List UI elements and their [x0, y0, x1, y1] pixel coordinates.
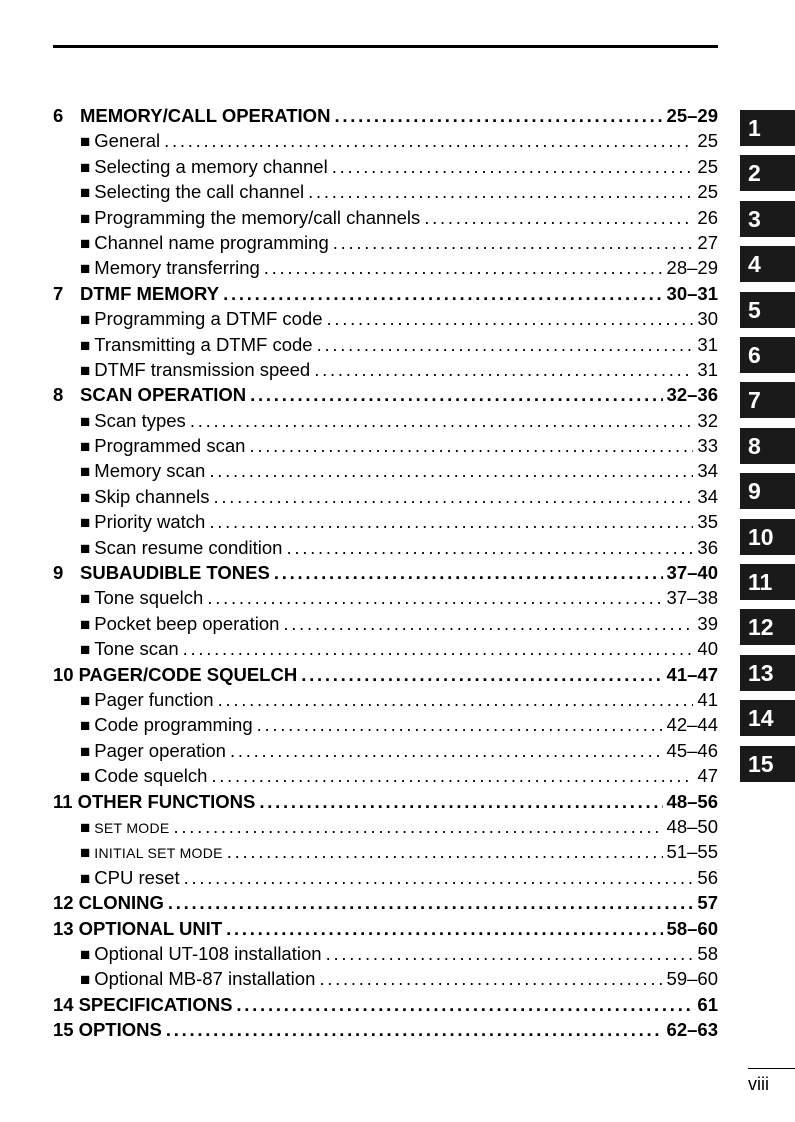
square-bullet-icon: ■ [80, 183, 91, 203]
dot-leader [166, 1017, 663, 1042]
square-bullet-icon: ■ [80, 437, 91, 457]
chapter-tab-1[interactable]: 1 [740, 110, 795, 146]
chapter-number: 11 [53, 790, 73, 812]
toc-entry-label: PAGER/CODE SQUELCH [78, 663, 298, 685]
toc-page-ref: 30–31 [666, 282, 718, 304]
toc-subsection-row[interactable] [53, 814, 718, 839]
toc-page-ref: 37–40 [666, 562, 718, 584]
toc-page-ref: 58 [697, 942, 718, 964]
toc-subsection-row[interactable] [53, 205, 718, 230]
square-bullet-icon: ■ [80, 335, 91, 355]
toc-page-ref: 35 [697, 511, 718, 533]
toc-page-ref: 62–63 [666, 1019, 718, 1041]
chapter-tab-7[interactable]: 7 [740, 382, 795, 418]
toc-entry-label: SPECIFICATIONS [78, 993, 233, 1015]
toc-subsection-row[interactable] [53, 484, 718, 509]
square-bullet-icon: ■ [80, 487, 91, 507]
toc-subsection-row[interactable] [53, 332, 718, 357]
chapter-tab-14[interactable]: 14 [740, 700, 795, 736]
toc-page-ref: 30 [697, 308, 718, 330]
dot-leader [209, 458, 693, 483]
toc-subsection-row[interactable] [53, 636, 718, 661]
chapter-tab-13[interactable]: 13 [740, 655, 795, 691]
toc-page-ref: 25 [697, 181, 718, 203]
dot-leader [174, 814, 663, 839]
toc-entry-label: SCAN OPERATION [80, 384, 247, 406]
square-bullet-icon: ■ [80, 843, 91, 863]
page-number: viii [748, 1074, 769, 1094]
chapter-tab-5[interactable]: 5 [740, 292, 795, 328]
dot-leader [286, 535, 693, 560]
toc-entry-label: OPTIONS [78, 1019, 162, 1041]
square-bullet-icon: ■ [80, 259, 91, 279]
toc-chapter-row[interactable] [53, 890, 718, 915]
toc-subsection-row[interactable] [53, 535, 718, 560]
dot-leader [211, 763, 693, 788]
toc-page-ref: 33 [697, 435, 718, 457]
dot-leader [236, 992, 693, 1017]
dot-leader [326, 941, 694, 966]
toc-entry-label: Programming a DTMF code [94, 308, 323, 330]
dot-leader [257, 712, 663, 737]
toc-entry-label: Memory scan [94, 460, 206, 482]
toc-page-ref: 57 [697, 892, 718, 914]
toc-entry-label: CPU reset [94, 866, 180, 888]
page-number-rule [748, 1068, 795, 1069]
toc-page-ref: 59–60 [666, 968, 718, 990]
toc-page-ref: 32 [697, 409, 718, 431]
toc-page-ref: 48–50 [666, 815, 718, 837]
toc-subsection-row[interactable] [53, 712, 718, 737]
chapter-tab-3[interactable]: 3 [740, 201, 795, 237]
dot-leader [223, 281, 662, 306]
toc-entry-label: Programming the memory/call channels [94, 206, 421, 228]
square-bullet-icon: ■ [80, 208, 91, 228]
toc-entry-label: Pager operation [94, 739, 226, 761]
square-bullet-icon: ■ [80, 817, 91, 837]
chapter-number: 13 [53, 917, 74, 939]
toc-entry-label: Code squelch [94, 765, 208, 787]
chapter-number: 15 [53, 1019, 74, 1041]
square-bullet-icon: ■ [80, 513, 91, 533]
toc-entry-label: Selecting the call channel [94, 181, 305, 203]
square-bullet-icon: ■ [80, 411, 91, 431]
toc-entry-label: Skip channels [94, 485, 210, 507]
toc-page-ref: 26 [697, 206, 718, 228]
dot-leader [333, 230, 694, 255]
toc-subsection-row[interactable] [53, 357, 718, 382]
chapter-number: 9 [53, 562, 64, 584]
dot-leader [319, 966, 662, 991]
chapter-tab-12[interactable]: 12 [740, 609, 795, 645]
chapter-number: 6 [53, 105, 64, 126]
dot-leader [327, 306, 694, 331]
toc-entry-label: OPTIONAL UNIT [78, 917, 223, 939]
toc-entry-label: Transmitting a DTMF code [94, 333, 313, 355]
toc-chapter-row[interactable] [53, 103, 718, 128]
toc-entry-label: General [94, 130, 161, 152]
toc-page-ref: 39 [697, 612, 718, 634]
dot-leader [334, 103, 662, 128]
toc-page-ref: 41–47 [666, 663, 718, 685]
dot-leader [190, 408, 694, 433]
toc-chapter-row[interactable] [53, 382, 718, 407]
chapter-tab-9[interactable]: 9 [740, 473, 795, 509]
toc-page-ref: 36 [697, 536, 718, 558]
toc-chapter-row[interactable] [53, 1017, 718, 1042]
square-bullet-icon: ■ [80, 868, 91, 888]
table-of-contents [53, 103, 718, 1042]
dot-leader [207, 585, 662, 610]
toc-subsection-row[interactable] [53, 154, 718, 179]
toc-entry-label: Scan resume condition [94, 536, 283, 558]
toc-subsection-row[interactable] [53, 585, 718, 610]
toc-page-ref: 28–29 [666, 257, 718, 279]
chapter-number: 7 [53, 282, 64, 304]
chapter-number: 8 [53, 384, 64, 406]
toc-subsection-row[interactable] [53, 941, 718, 966]
toc-page-ref: 25 [697, 130, 718, 152]
toc-entry-label: INITIAL SET MODE [94, 845, 223, 862]
toc-chapter-row[interactable] [53, 916, 718, 941]
chapter-tab-4[interactable]: 4 [740, 246, 795, 282]
toc-page-ref: 40 [697, 638, 718, 660]
toc-subsection-row[interactable] [53, 966, 718, 991]
square-bullet-icon: ■ [80, 157, 91, 177]
square-bullet-icon: ■ [80, 538, 91, 558]
toc-page-ref: 31 [697, 333, 718, 355]
toc-page-ref: 25 [697, 155, 718, 177]
toc-subsection-row[interactable] [53, 763, 718, 788]
square-bullet-icon: ■ [80, 944, 91, 964]
dot-leader [230, 738, 663, 763]
dot-leader [226, 916, 662, 941]
square-bullet-icon: ■ [80, 310, 91, 330]
dot-leader [213, 484, 693, 509]
toc-chapter-row[interactable] [53, 281, 718, 306]
toc-chapter-row[interactable] [53, 992, 718, 1017]
toc-subsection-row[interactable] [53, 458, 718, 483]
toc-page-ref: 25–29 [666, 105, 718, 126]
toc-page-ref: 27 [697, 231, 718, 253]
toc-entry-label: Optional MB-87 installation [94, 968, 316, 990]
toc-entry-label: Scan types [94, 409, 186, 431]
toc-entry-label: Priority watch [94, 511, 206, 533]
toc-subsection-row[interactable] [53, 179, 718, 204]
toc-page-ref: 34 [697, 460, 718, 482]
toc-page-ref: 42–44 [666, 714, 718, 736]
square-bullet-icon: ■ [80, 640, 91, 660]
toc-subsection-row[interactable] [53, 509, 718, 534]
dot-leader [209, 509, 693, 534]
dot-leader [168, 890, 694, 915]
square-bullet-icon: ■ [80, 690, 91, 710]
toc-chapter-row[interactable] [53, 662, 718, 687]
square-bullet-icon: ■ [80, 589, 91, 609]
toc-subsection-row[interactable] [53, 611, 718, 636]
dot-leader [274, 560, 663, 585]
dot-leader [164, 128, 693, 153]
toc-entry-label: OTHER FUNCTIONS [77, 790, 256, 812]
toc-subsection-row[interactable] [53, 255, 718, 280]
toc-page-ref: 41 [697, 688, 718, 710]
chapter-tab-6[interactable]: 6 [740, 337, 795, 373]
toc-entry-label: SUBAUDIBLE TONES [80, 562, 270, 584]
dot-leader [184, 865, 694, 890]
toc-entry-label: Memory transferring [94, 257, 260, 279]
toc-entry-label: MEMORY/CALL OPERATION [80, 105, 331, 126]
dot-leader [424, 205, 693, 230]
dot-leader [249, 433, 693, 458]
toc-subsection-row[interactable] [53, 306, 718, 331]
toc-page-ref: 56 [697, 866, 718, 888]
dot-leader [250, 382, 662, 407]
toc-subsection-row[interactable] [53, 865, 718, 890]
toc-page-ref: 34 [697, 485, 718, 507]
toc-entry-label: Tone squelch [94, 587, 204, 609]
toc-entry-label: Optional UT-108 installation [94, 942, 322, 964]
toc-entry-label: Code programming [94, 714, 253, 736]
dot-leader [227, 839, 663, 864]
toc-entry-label: SET MODE [94, 819, 170, 836]
dot-leader [183, 636, 694, 661]
square-bullet-icon: ■ [80, 233, 91, 253]
dot-leader [301, 662, 662, 687]
square-bullet-icon: ■ [80, 741, 91, 761]
toc-subsection-row[interactable] [53, 839, 718, 864]
toc-page-ref: 48–56 [666, 790, 718, 812]
square-bullet-icon: ■ [80, 716, 91, 736]
toc-entry-label: DTMF MEMORY [80, 282, 220, 304]
toc-page-ref: 61 [697, 993, 718, 1015]
toc-chapter-row[interactable] [53, 560, 718, 585]
dot-leader [308, 179, 693, 204]
toc-page-ref: 47 [697, 765, 718, 787]
square-bullet-icon: ■ [80, 767, 91, 787]
chapter-number: 14 [53, 993, 74, 1015]
dot-leader [218, 687, 694, 712]
chapter-tab-10[interactable]: 10 [740, 519, 795, 555]
square-bullet-icon: ■ [80, 462, 91, 482]
toc-chapter-row[interactable] [53, 789, 718, 814]
toc-page-ref: 31 [697, 358, 718, 380]
toc-entry-label: Pocket beep operation [94, 612, 280, 634]
toc-entry-label: DTMF transmission speed [94, 358, 311, 380]
chapter-number: 12 [53, 892, 74, 914]
dot-leader [259, 789, 662, 814]
toc-entry-label: Selecting a memory channel [94, 155, 328, 177]
dot-leader [283, 611, 693, 636]
toc-entry-label: Pager function [94, 688, 214, 710]
toc-subsection-row[interactable] [53, 738, 718, 763]
toc-entry-label: Programmed scan [94, 435, 246, 457]
toc-subsection-row[interactable] [53, 687, 718, 712]
toc-page-ref: 58–60 [666, 917, 718, 939]
chapter-number: 10 [53, 663, 74, 685]
toc-entry-label: CLONING [78, 892, 164, 914]
toc-page-ref: 32–36 [666, 384, 718, 406]
toc-subsection-row[interactable] [53, 433, 718, 458]
toc-subsection-row[interactable] [53, 230, 718, 255]
square-bullet-icon: ■ [80, 614, 91, 634]
dot-leader [332, 154, 694, 179]
top-rule [53, 45, 718, 48]
chapter-tab-11[interactable]: 11 [740, 564, 795, 600]
chapter-tab-15[interactable]: 15 [740, 746, 795, 782]
dot-leader [314, 357, 693, 382]
toc-subsection-row[interactable] [53, 408, 718, 433]
toc-page-ref: 37–38 [666, 587, 718, 609]
square-bullet-icon: ■ [80, 360, 91, 380]
chapter-tab-8[interactable]: 8 [740, 428, 795, 464]
dot-leader [264, 255, 663, 280]
chapter-tab-2[interactable]: 2 [740, 155, 795, 191]
toc-entry-label: Channel name programming [94, 231, 329, 253]
square-bullet-icon: ■ [80, 970, 91, 990]
square-bullet-icon: ■ [80, 132, 91, 152]
dot-leader [317, 332, 694, 357]
toc-page-ref: 51–55 [666, 841, 718, 863]
toc-page-ref: 45–46 [666, 739, 718, 761]
toc-entry-label: Tone scan [94, 638, 179, 660]
toc-subsection-row[interactable] [53, 128, 718, 153]
